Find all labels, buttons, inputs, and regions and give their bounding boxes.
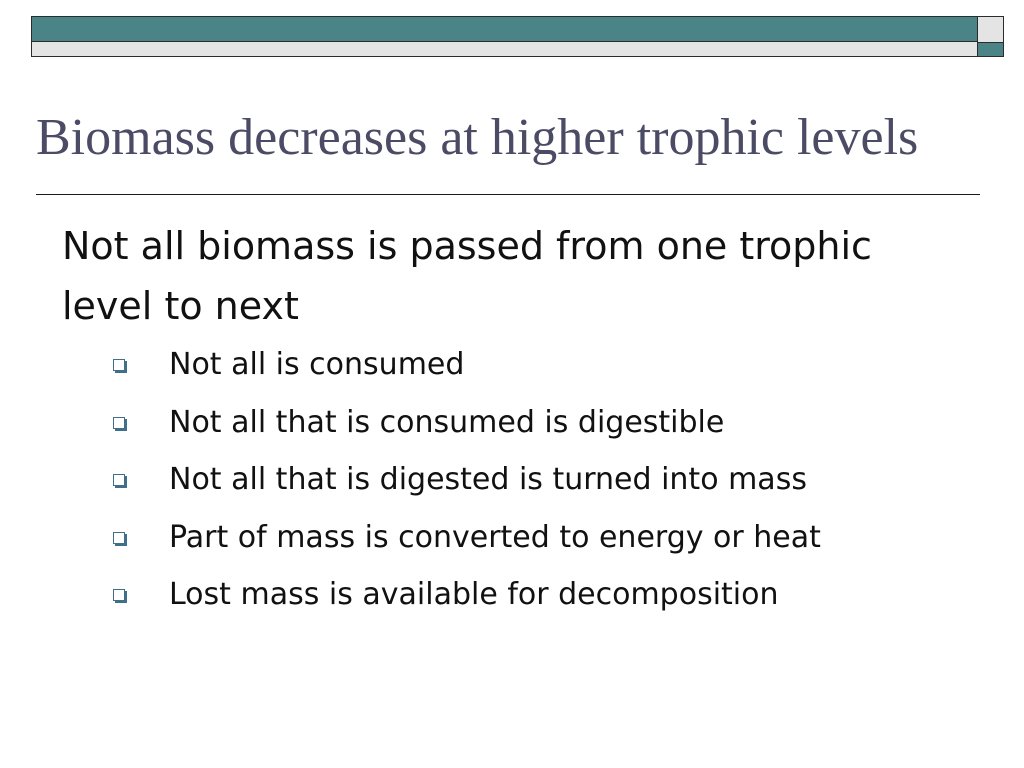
banner-gray-strip <box>32 42 978 56</box>
hollow-square-bullet-icon <box>113 589 125 601</box>
sub-point-text: Not all that is digested is turned into mass <box>169 462 807 497</box>
banner-corner-bottom <box>978 42 1003 56</box>
sub-point-text: Not all is consumed <box>169 347 465 382</box>
list-item <box>62 461 982 519</box>
main-point: Not all biomass is passed from one trophic level to next <box>62 224 872 328</box>
decorative-banner <box>31 16 1004 57</box>
list-item <box>62 519 982 577</box>
title-divider <box>36 194 980 195</box>
banner-corner-top <box>978 17 1003 42</box>
list-item <box>62 346 982 404</box>
hollow-square-bullet-icon <box>113 474 125 486</box>
hollow-square-bullet-icon <box>113 532 125 544</box>
hollow-square-bullet-icon <box>113 417 125 429</box>
sub-point-text: Part of mass is converted to energy or heat <box>169 519 821 555</box>
slide-title: Biomass decreases at higher trophic levels <box>36 109 919 166</box>
hollow-square-bullet-icon <box>113 359 125 371</box>
list-item <box>62 576 982 634</box>
sub-point-list <box>62 346 982 634</box>
list-item <box>62 404 982 462</box>
banner-teal-strip <box>32 17 978 42</box>
slide-body <box>62 216 982 634</box>
sub-point-text: Not all that is consumed is digestible <box>169 404 725 440</box>
sub-point-text: Lost mass is available for decomposition <box>169 577 779 612</box>
